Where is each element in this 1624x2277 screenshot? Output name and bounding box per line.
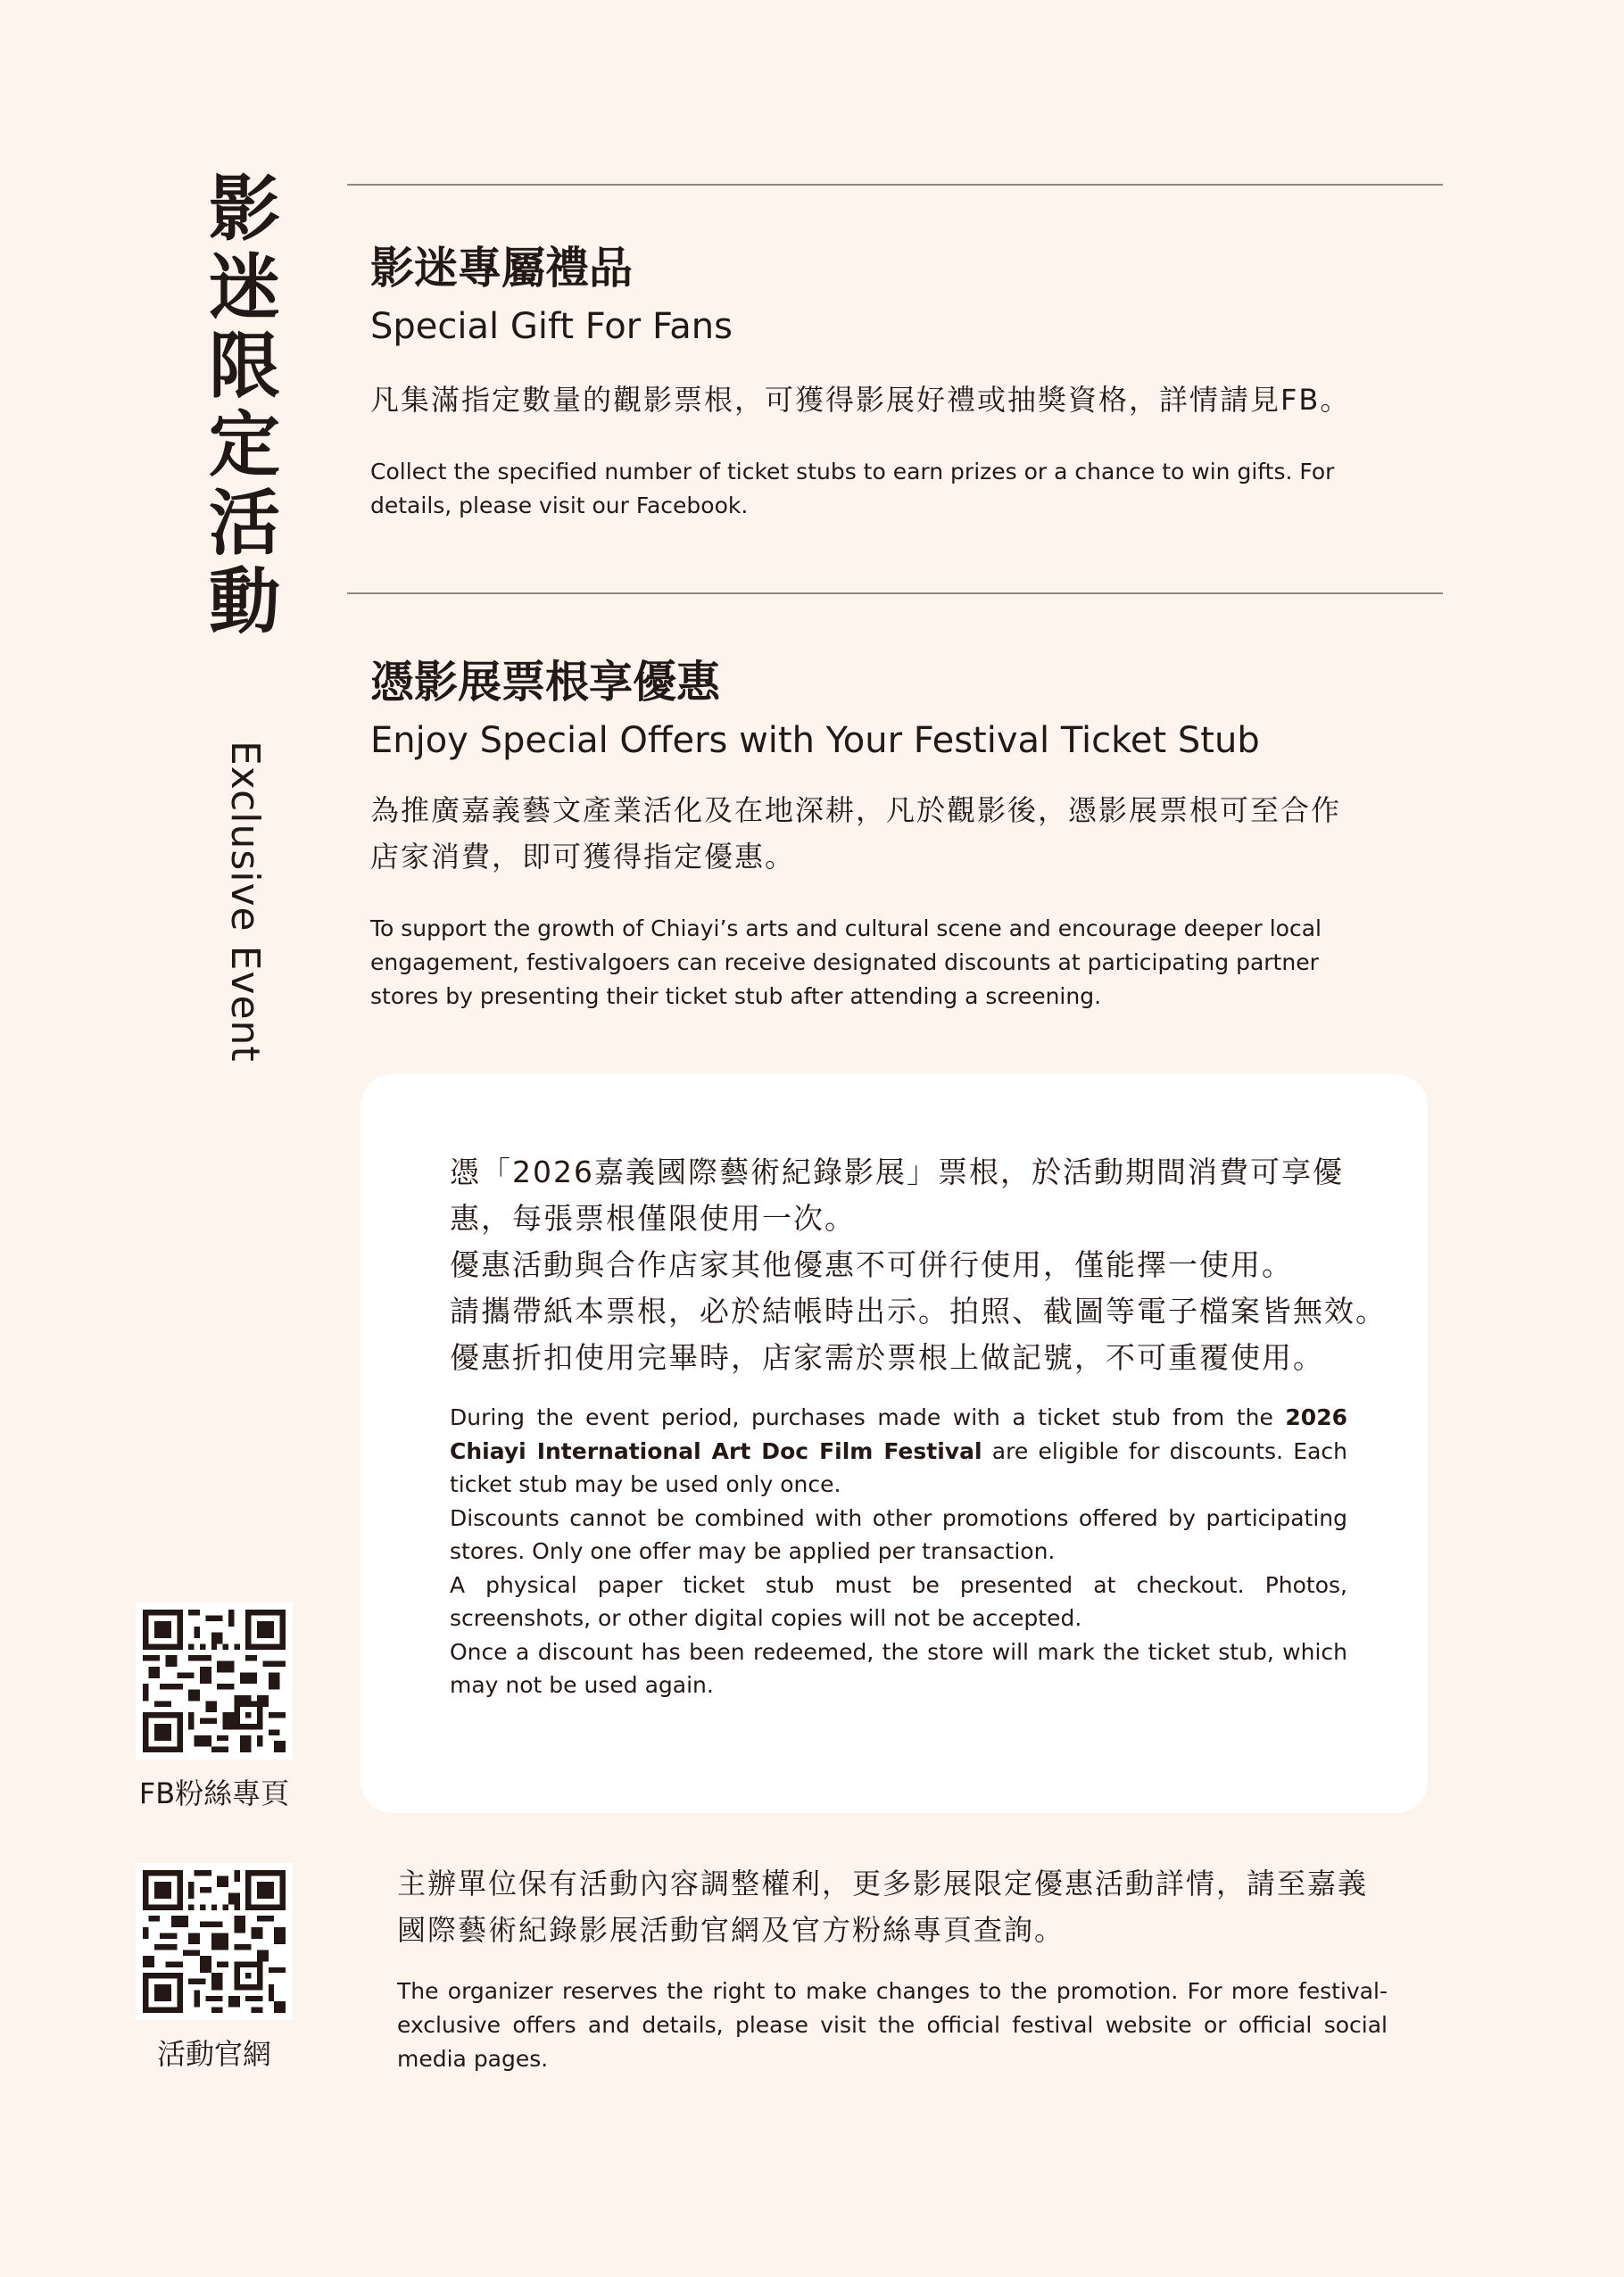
rules-zh-line: 惠，每張票根僅限使用一次。: [450, 1201, 856, 1236]
side-title-char: 定: [209, 402, 280, 486]
rules-en-item: A physical paper ticket stub must be presented at checkout. Photos, screenshots, or other digital copies will not be accepted.: [450, 1571, 1347, 1631]
offers-body-en: To support the growth of Chiayi’s arts and cultural scene and encourage deeper local engagement, festivalgoers can receive designated discounts at participating partner stores by presenting their ticket stub after attending a screening.: [370, 915, 1322, 1009]
footer-body-zh-line: 國際藝術紀錄影展活動官網及官方粉絲專頁查詢。: [397, 1913, 1065, 1947]
rules-en-item: Once a discount has been redeemed, the store will mark the ticket stub, which may not be used again.: [450, 1638, 1347, 1698]
offers-section: [370, 653, 1374, 1014]
gift-body-zh: 凡集滿指定數量的觀影票根，可獲得影展好禮或抽獎資格，詳情請見FB。: [370, 383, 1351, 417]
footer-note: [397, 1860, 1388, 2076]
gift-title-en: Special Gift For Fans: [370, 306, 733, 347]
footer-body-en: The organizer reserves the right to make changes to the promotion. For more festival-exclusive offers and details, please visit the official festival website or official social media pages.: [397, 1978, 1388, 2072]
rules-en-item: Discounts cannot be combined with other promotions offered by participating stores. Only one offer may be applied per transaction.: [450, 1504, 1347, 1564]
site-qr-block: [136, 1863, 293, 2074]
side-title-char: 影: [209, 167, 280, 251]
site-qr-code[interactable]: [136, 1863, 293, 2020]
footer-body-zh: [397, 1860, 1388, 1953]
offers-title-zh: 憑影展票根享優惠: [370, 656, 721, 708]
side-title-char: 迷: [209, 245, 280, 329]
side-title-char: 限: [209, 324, 280, 408]
festival-name: 2026 Chiayi International Art Doc Film Festival: [450, 1404, 1347, 1464]
side-title-char: 動: [209, 559, 280, 643]
offers-body-zh-line: 店家消費，即可獲得指定優惠。: [370, 840, 796, 874]
gift-section: [370, 239, 1374, 523]
offers-body-zh: [370, 787, 1374, 880]
divider: [347, 592, 1443, 594]
site-qr-label: 活動官網: [156, 2037, 271, 2071]
side-title: [202, 167, 287, 643]
rules-zh-line: 請攜帶紙本票根，必於結帳時出示。拍照、截圖等電子檔案皆無效。: [450, 1294, 1387, 1329]
rules-en: [450, 1401, 1347, 1702]
rules-zh-line: 憑「2026嘉義國際藝術紀錄影展」票根，於活動期間消費可享優: [450, 1155, 1344, 1189]
offers-body-zh-line: 為推廣嘉義藝文產業活化及在地深耕，凡於觀影後，憑影展票根可至合作: [370, 793, 1342, 827]
rules-zh-line: 優惠活動與合作店家其他優惠不可併行使用，僅能擇一使用。: [450, 1247, 1293, 1282]
rules-zh: [450, 1149, 1387, 1381]
fb-qr-block: [136, 1602, 293, 1813]
footer-body-zh-line: 主辦單位保有活動內容調整權利，更多影展限定優惠活動詳情，請至嘉義: [397, 1867, 1369, 1900]
gift-title-zh: 影迷專屬禮品: [370, 242, 634, 294]
divider: [347, 184, 1443, 186]
fb-qr-label: FB粉絲專頁: [138, 1776, 290, 1810]
rules-zh-line: 優惠折扣使用完畢時，店家需於票根上做記號，不可重覆使用。: [450, 1340, 1324, 1375]
offers-title-en: Enjoy Special Offers with Your Festival Ticket Stub: [370, 720, 1260, 761]
rules-en-item: During the event period, purchases made with a ticket stub from the 2026 Chiayi International Art Doc Film Festival are eligible for discounts. Each ticket stub may be used only once.: [450, 1404, 1347, 1497]
rules-card: [360, 1074, 1428, 1813]
fb-qr-code[interactable]: [136, 1602, 293, 1760]
side-title-char: 活: [209, 481, 280, 565]
side-subtitle: Exclusive Event: [222, 741, 268, 1063]
gift-body-en: Collect the specified number of ticket stubs to earn prizes or a chance to win gifts. For details, please visit our Facebook.: [370, 459, 1335, 518]
